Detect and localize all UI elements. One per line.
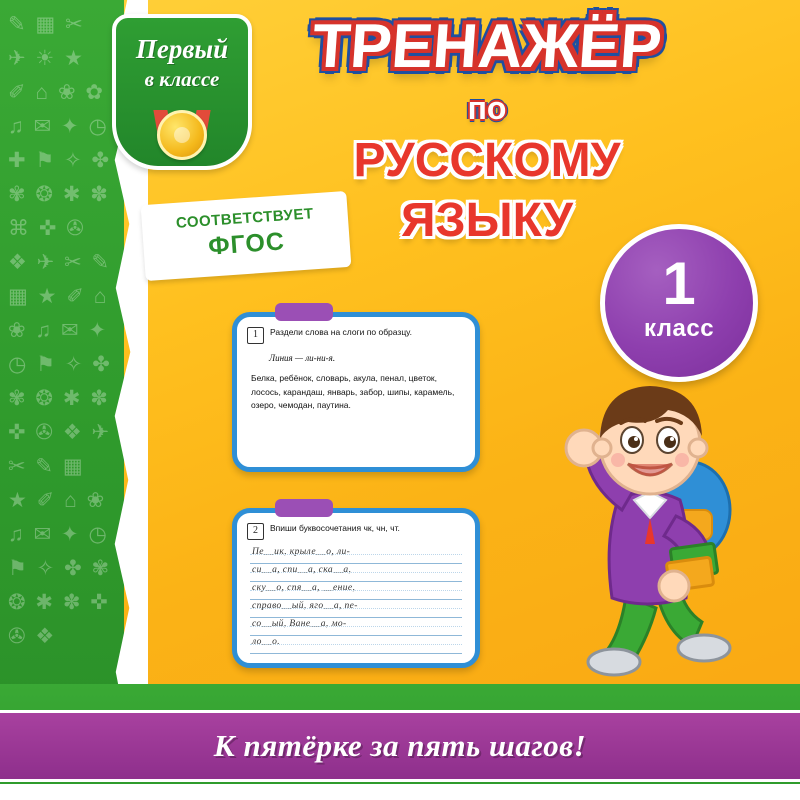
stamp-line-1: СООТВЕТСТВУЕТ [175,205,315,232]
title-connector: по [467,90,507,126]
writing-line [250,546,462,564]
medal-icon [157,110,207,160]
task-2-instruction: Впиши буквосочетания чк, чн, чт. [270,523,400,533]
left-green-band [0,0,124,800]
writing-line [250,600,462,618]
task-1-header [247,327,465,344]
task-1-example: Линия — ли-ни-я. [269,353,336,363]
task-2-header [247,523,465,540]
schoolboy-illustration [522,360,772,690]
first-in-class-badge [112,14,252,170]
title-subject-line-1: РУССКОМУ [353,134,621,187]
card-tab-2 [275,499,333,517]
writing-line-text: Пе__ик, крыле__о, ли- [252,547,351,557]
title-subject-line-2: ЯЗЫКУ [401,194,573,247]
writing-line-text: ску__о, спя__а, __ение, [252,583,356,593]
badge-line-1: Первый [135,34,229,64]
writing-line [250,618,462,636]
task-card-1 [232,312,480,472]
school-doodles-pattern: ✎ ▦ ✂ ✈ ☀ ★ ✐ ⌂ ❀ ✿ ♫ ✉ ✦ ◷ ✚ ⚑ ✧ ✤ ✾ ❂ ✱ ✽ ⌘ ✜ ✇ ❖ ✈ ✂ ✎ ▦ ★ ✐ ⌂ ❀ ♫ ✉ ✦ ◷ ⚑ ✧ ✤ ✾ ❂ ✱ ✽ ✜ ✇ ❖ ✈ ✂ ✎ ▦ ★ ✐ ⌂ ❀ ♫ ✉ ✦ ◷ ⚑ ✧ ✤ ✾ ❂ ✱ ✽ ✜ ✇ ❖ [8,13,112,648]
writing-line-text: си__а, спи__а, ска__а, [252,565,352,575]
writing-line-text: справо__ый, яго__а, пе- [252,601,358,611]
writing-line [250,564,462,582]
task-2-number: 2 [247,523,264,540]
grade-label: класс [643,315,715,342]
writing-line-text: со__ый, Ване__а, мо- [252,619,347,629]
page-title: ТРЕНАЖЁР [310,12,664,81]
badge-line-2: в классе [144,67,220,91]
task-card-2-content [237,513,475,662]
bottom-banner [0,710,800,782]
task-card-1-content [237,317,475,421]
writing-line [250,636,462,654]
task-card-2 [232,508,480,668]
grade-number: 1 [662,250,696,317]
stamp-line-2: ФГОС [207,227,286,261]
bottom-white-strip [0,784,800,800]
writing-line [250,582,462,600]
task-1-body: Белка, ребёнок, словарь, акула, пенал, цветок, лосось, карандаш, январь, забор, шипы, карамель, озеро, чемодан, паутина. [251,373,455,410]
card-tab-1 [275,303,333,321]
task-1-instruction: Раздели слова на слоги по образцу. [270,327,412,337]
task-2-writing-lines [247,546,465,654]
grade-badge [600,224,758,382]
task-1-number: 1 [247,327,264,344]
writing-line-text: ло__о. [252,637,281,647]
fgos-stamp [141,191,352,281]
bottom-banner-text: К пятёрке за пять шагов! [213,728,587,763]
